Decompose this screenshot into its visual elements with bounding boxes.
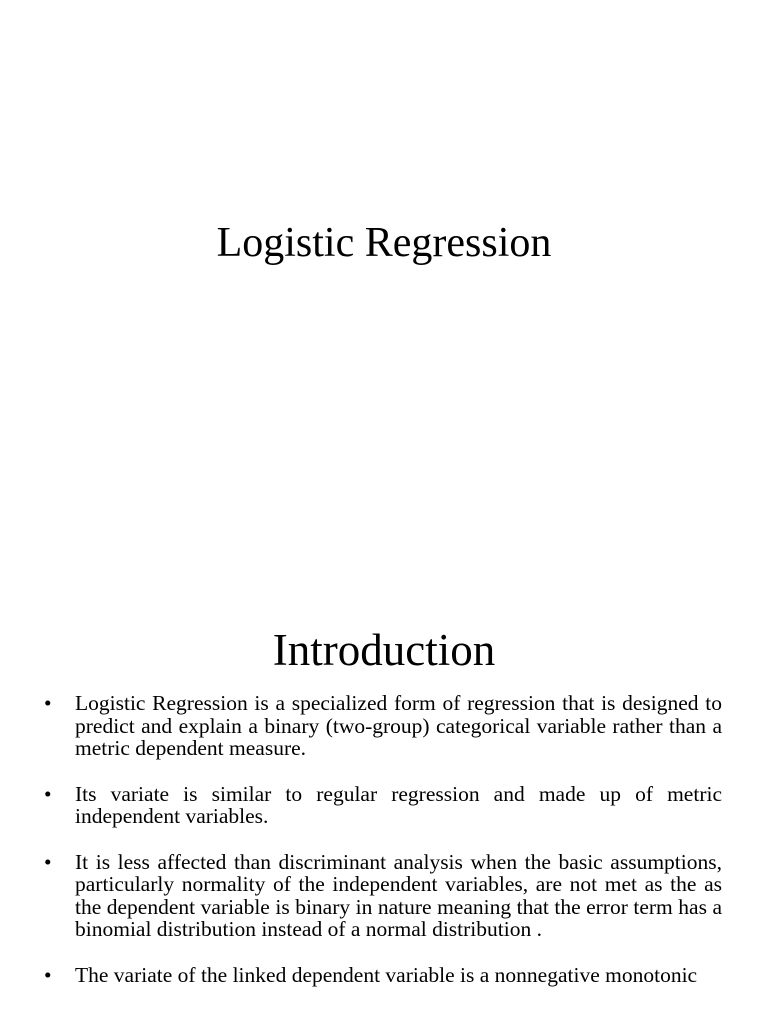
bullet-item xyxy=(44,692,722,760)
bullet-item xyxy=(44,783,722,828)
bullet-text: The variate of the linked dependent variable is a nonnegative monotonic xyxy=(75,962,698,987)
bullet-icon: • xyxy=(44,849,52,874)
bullet-icon: • xyxy=(44,691,52,715)
section-heading: Introduction xyxy=(272,625,496,675)
bullet-text: Logistic Regression is a specialized form of regression that is designed to predict and explain a binary (two-group) categorical variable rather than a metric dependent measure. xyxy=(75,691,722,760)
bullet-text: It is less affected than discriminant analysis when the basic assumptions, particularly normality of the independent variables, are not met as the as the dependent variable is binary in nature meaning that the error term has a binomial distribution instead of a normal distribution . xyxy=(75,849,722,941)
bullet-list xyxy=(44,692,722,1009)
bullet-icon: • xyxy=(44,962,52,987)
bullet-icon: • xyxy=(44,781,52,806)
bullet-item xyxy=(44,851,722,941)
bullet-item xyxy=(44,964,722,987)
slide-title: Logistic Regression xyxy=(216,220,552,266)
bullet-text: Its variate is similar to regular regression and made up of metric independent variables. xyxy=(75,781,722,828)
